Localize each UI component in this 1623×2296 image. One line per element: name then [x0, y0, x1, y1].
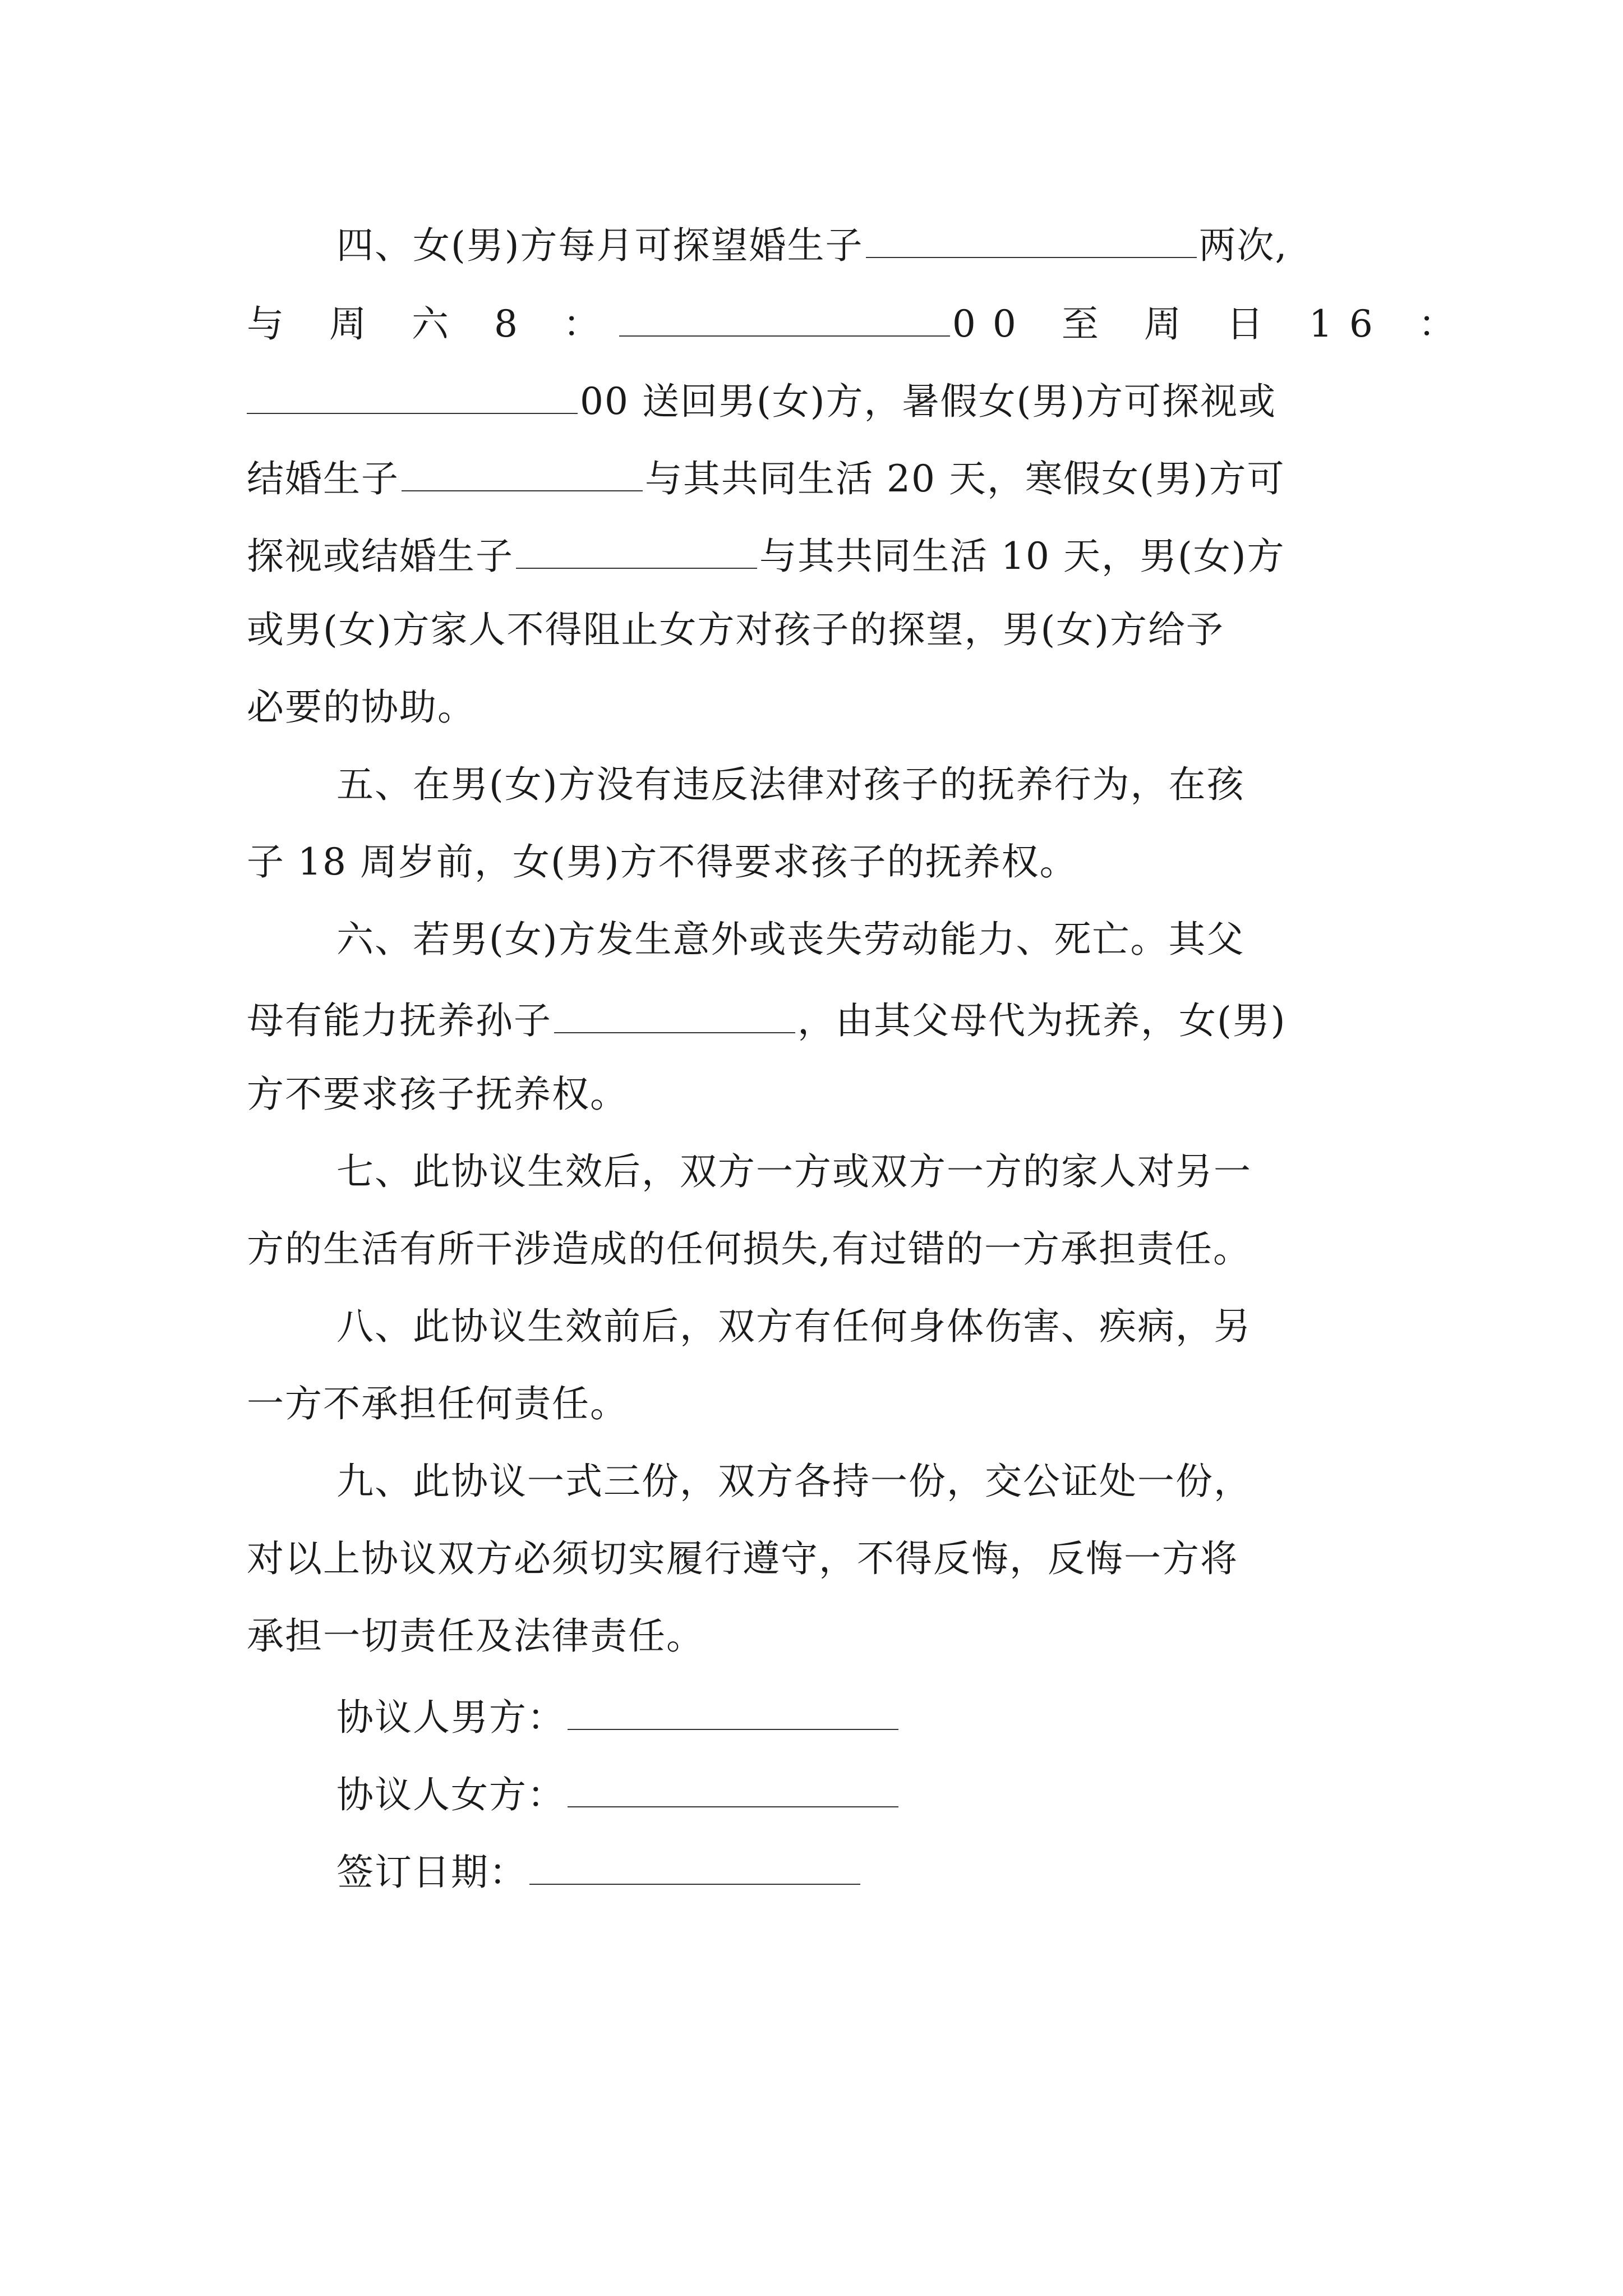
fill-blank[interactable]: [866, 223, 1197, 258]
p6-line-1: 六、若男(女)方发生意外或丧失劳动能力、死亡。其父: [336, 918, 1245, 961]
text: 与其共同生活 20 天，寒假女(男)方可: [645, 457, 1285, 500]
text: 00 送回男(女)方，暑假女(男)方可探视或: [580, 380, 1276, 423]
signature-female-field[interactable]: [568, 1773, 898, 1807]
text: 与 周 六 8 ：: [247, 302, 617, 346]
label: 签订日期：: [336, 1851, 527, 1894]
signing-date: [336, 1850, 863, 1894]
fill-blank[interactable]: [619, 302, 950, 337]
p8-line-1: 八、此协议生效前后，双方有任何身体伤害、疾病，另: [336, 1305, 1252, 1348]
p4-line-5: [247, 534, 1285, 578]
text: 探视或结婚生子: [247, 535, 514, 578]
p9-line-3: 承担一切责任及法律责任。: [247, 1614, 704, 1658]
text: 两次,: [1198, 224, 1288, 267]
text: 00 至 周 日 16 ：: [952, 302, 1472, 346]
fill-blank[interactable]: [402, 457, 643, 491]
text: ，由其父母代为抚养，女(男): [797, 999, 1287, 1042]
fill-blank[interactable]: [247, 379, 578, 414]
fill-blank[interactable]: [516, 534, 757, 569]
p5-line-2: 子 18 周岁前，女(男)方不得要求孩子的抚养权。: [247, 840, 1078, 884]
p4-line-4: [247, 457, 1285, 498]
p6-line-2: [247, 999, 1287, 1042]
signature-male: [336, 1695, 901, 1739]
signature-female: [336, 1773, 901, 1814]
label: 协议人女方：: [336, 1773, 565, 1816]
p8-line-2: 一方不承担任何责任。: [247, 1382, 628, 1425]
fill-blank[interactable]: [554, 999, 795, 1033]
p4-line-6: 或男(女)方家人不得阻止女方对孩子的探望，男(女)方给予: [247, 608, 1224, 651]
p7-line-2: 方的生活有所干涉造成的任何损失,有过错的一方承担责任。: [247, 1227, 1251, 1271]
text: 结婚生子: [247, 457, 399, 500]
p4-line-2: [247, 302, 1472, 346]
p9-line-2: 对以上协议双方必须切实履行遵守，不得反悔，反悔一方将: [247, 1537, 1238, 1580]
text: 母有能力抚养孙子: [247, 999, 552, 1042]
p4-line-3: [247, 379, 1276, 423]
p7-line-1: 七、此协议生效后，双方一方或双方一方的家人对另一: [336, 1150, 1252, 1193]
p6-line-3: 方不要求孩子抚养权。: [247, 1073, 628, 1116]
p4-line-1: [336, 223, 1288, 267]
p5-line-1: 五、在男(女)方没有违反法律对孩子的抚养行为，在孩: [336, 763, 1245, 806]
p4-line-7: 必要的协助。: [247, 685, 476, 729]
p9-line-1: 九、此协议一式三份，双方各持一份，交公证处一份，: [336, 1460, 1252, 1503]
label: 协议人男方：: [336, 1696, 565, 1739]
text: 四、女(男)方每月可探望婚生子: [336, 224, 864, 267]
signing-date-field[interactable]: [529, 1850, 860, 1885]
signature-male-field[interactable]: [568, 1695, 898, 1730]
text: 与其共同生活 10 天，男(女)方: [759, 535, 1285, 578]
